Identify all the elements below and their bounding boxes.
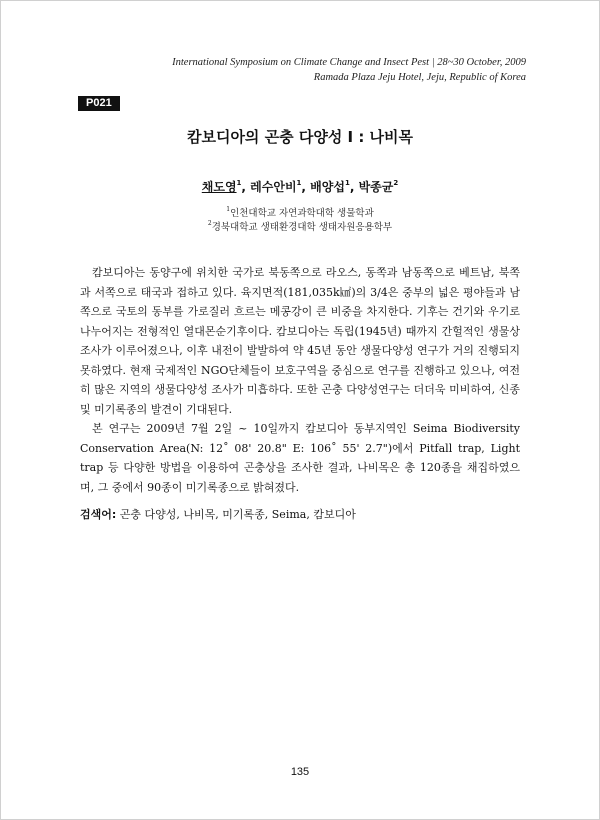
abstract [80, 263, 520, 497]
author-separator: , [349, 180, 359, 194]
running-header [172, 55, 526, 85]
author-2 [250, 180, 310, 194]
presentation-code-badge: P021 [78, 96, 120, 111]
author-4-name: 박종균 [358, 180, 394, 194]
author-3-affiliation: 1 [344, 179, 350, 187]
author-list [0, 178, 600, 195]
abstract-paragraph-1: 캄보디아는 동양구에 위치한 국가로 북동쪽으로 라오스, 동쪽과 남동쪽으로 베트남, 북쪽과 서쪽으로 태국과 접하고 있다. 육지면적(181,035k㎢)의 3/4은 중부의 넓은 평야들과 남쪽으로 국토의 동부를 가로질러 흐르는 메콩강이 큰 비중을 차지한다. 기후는 건기와 우기로 나누어지는 전형적인 열대몬순기후이다. 캄보디아는 독립(1945년) 때까지 간헐적인 생물상 조사가 이루어졌으나, 이후 내전이 발발하여 약 45년 동안 생물다양성 연구가 거의 진행되지 못하였다. 현재 국제적인 NGO단체들이 보호구역을 중심으로 연구를 진행하고 있으나, 여전히 많은 지역의 생물다양성 조사가 미흡하다. 또한 곤충 다양성연구는 더더욱 미비하여, 신종 및 미기록종의 발견이 기대된다. [80, 266, 520, 416]
author-1-affiliation: 1 [236, 179, 242, 187]
paper-title: 캄보디아의 곤충 다양성 I : 나비목 [186, 128, 414, 146]
author-3-name: 배양섭 [310, 180, 345, 194]
header-line-2: Ramada Plaza Jeju Hotel, Jeju, Republic of Korea [313, 72, 526, 83]
author-3 [310, 180, 358, 194]
affiliation-2-text: 경북대학교 생태환경대학 생태자원응용학부 [211, 222, 393, 233]
author-4-affiliation: 2 [393, 179, 399, 187]
author-1 [202, 180, 250, 194]
keywords-label: 검색어: [80, 508, 117, 521]
author-2-name: 레수안비 [250, 180, 297, 194]
affiliation-2 [0, 219, 600, 233]
keywords-text: 곤충 다양성, 나비목, 미기록종, Seima, 캄보디아 [119, 508, 356, 521]
affiliation-1-text: 인천대학교 자연과학대학 생물학과 [230, 208, 374, 219]
author-separator: , [241, 180, 251, 194]
keywords [80, 506, 356, 522]
author-1-name: 채도영 [201, 180, 237, 194]
author-separator: , [301, 180, 311, 194]
affiliation-1-number: 1 [226, 206, 231, 213]
author-2-affiliation: 1 [296, 179, 302, 187]
affiliation-1 [0, 205, 600, 219]
abstract-paragraph-2: 본 연구는 2009년 7월 2일 ~ 10일까지 캄보디아 동부지역인 Seima Biodiversity Conservation Area(N: 12˚ 08' 20.8" E: 106˚ 55' 2.7")에서 Pitfall trap, Light trap 등 다양한 방법을 이용하여 곤충상을 조사한 결과, 나비목은 총 120종을 채집하였으며, 그 중에서 90종이 미기록종으로 밝혀졌다. [80, 422, 520, 494]
header-line-1: International Symposium on Climate Change and Insect Pest | 28~30 October, 2009 [172, 57, 526, 68]
page-number: 135 [290, 766, 310, 778]
author-4 [359, 180, 399, 194]
affiliation-2-number: 2 [207, 220, 212, 227]
